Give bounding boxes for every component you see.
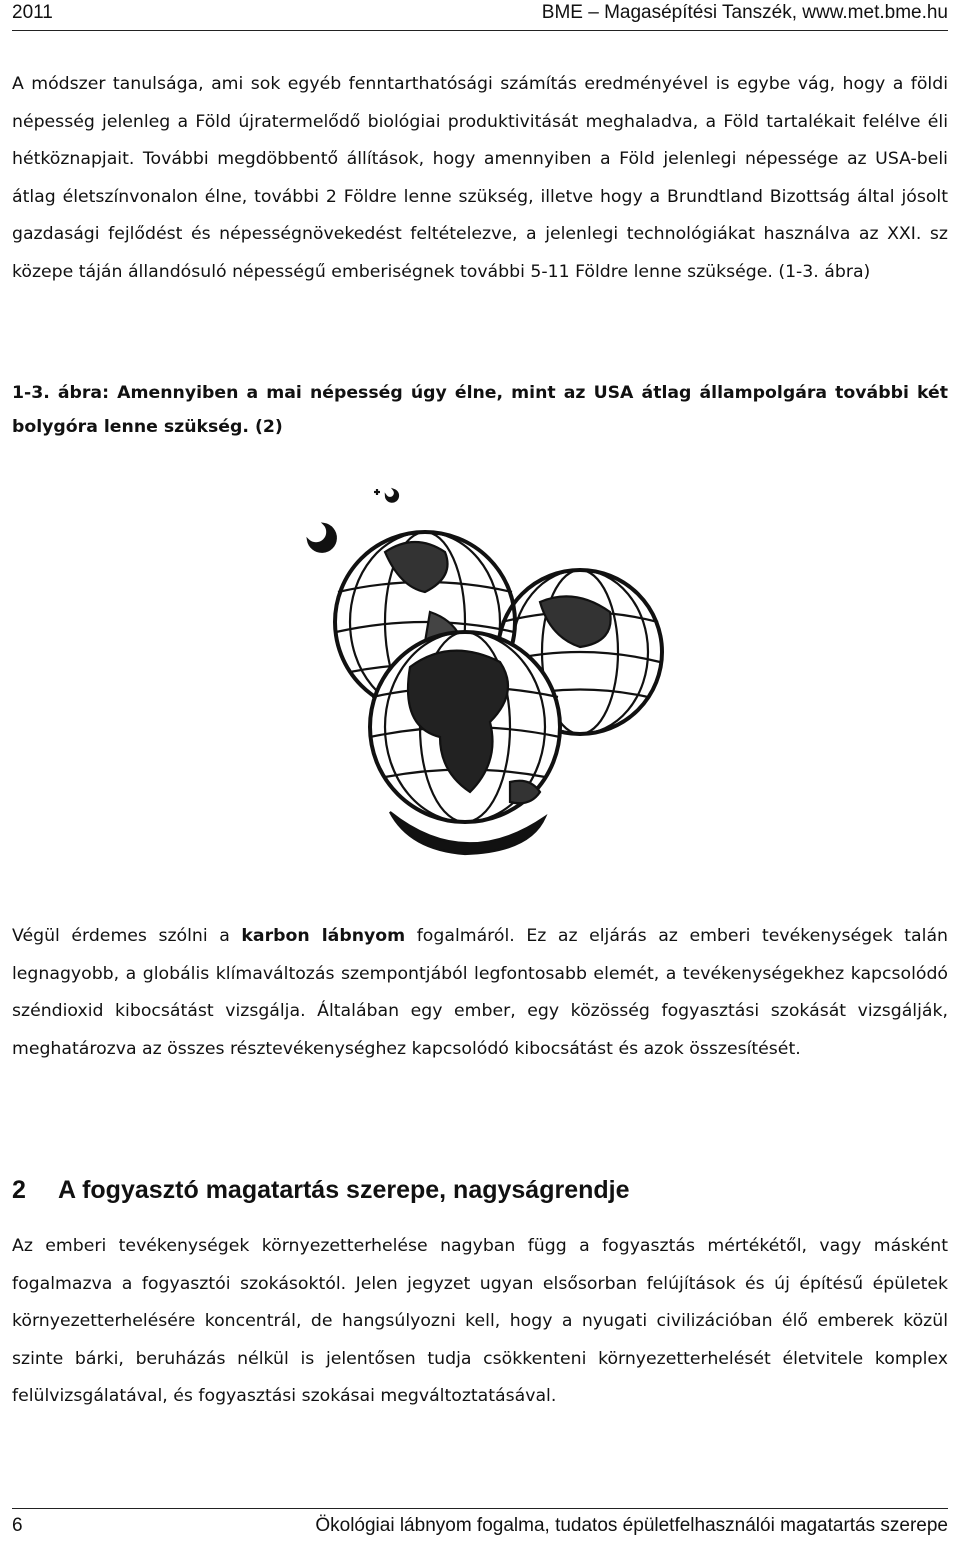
carbon-footprint-term: karbon lábnyom: [241, 926, 406, 946]
page-footer: [12, 1508, 948, 1543]
carbon-text-after: fogalmáról. Ez az eljárás az emberi tevékenységek talán legnagyobb, a globális klímaváltozás szempontjából legfontosabb elemét, a tevékenységekhez kapcsolódó széndioxid kibocsátást vizsgálja. Általában egy ember, egy közösség fogyasztási szokását vizsgálják, meghatározva az összes résztevékenységhez kapcsolódó kibocsátást és azok összesítését.: [12, 926, 948, 1059]
header-organization: BME – Magasépítési Tanszék, www.met.bme.hu: [541, 2, 948, 23]
header-year: 2011: [12, 2, 53, 23]
footer-title: Ökológiai lábnyom fogalma, tudatos épületfelhasználói magatartás szerepe: [315, 1515, 948, 1536]
globes-drawing: [290, 482, 700, 892]
section-title: A fogyasztó magatartás szerepe, nagyságrendje: [58, 1176, 630, 1204]
paragraph-consumer-behavior: Az emberi tevékenységek környezetterhelése nagyban függ a fogyasztás mértékétől, vagy másként fogalmazva a fogyasztói szokásoktól. Jelen jegyzet ugyan elsősorban felújítások és új építésű épületek környezetterhelésére koncentrál, de hangsúlyozni kell, hogy a nyugati civilizációban élő emberek közül szinte bárki, beruházás nélkül is jelentősen tudja csökkenteni környezetterhelését életvitele komplex felülvizsgálatával, és fogyasztási szokásai megváltoztatásával.: [12, 1236, 948, 1406]
section-heading: [12, 1176, 630, 1205]
page-number: 6: [12, 1515, 23, 1536]
section-number: 2: [12, 1176, 26, 1204]
paragraph-carbon-footprint: [12, 918, 948, 1068]
page-header: [12, 0, 948, 31]
paragraph-footprint-lesson: A módszer tanulsága, ami sok egyéb fenntarthatósági számítás eredményével is egybe vág, hogy a földi népesség jelenleg a Föld újratermelődő biológiai produktivitását meghaladva, a Föld tartalékait felélve éli hétköznapjait. További megdöbbentő állítások, hogy amennyiben a Föld jelenlegi népessége az USA-beli átlag életszínvonalon élne, további 2 Földre lenne szükség, illetve hogy a Brundtland Bizottság által jósolt gazdasági fejlődést és népességnövekedést feltételezve, a jelenlegi technológiákat használva az XXI. sz közepe táján állandósuló népességű emberiségnek további 5-11 Földre lenne szüksége. (1-3. ábra): [12, 74, 948, 282]
figure-caption: 1-3. ábra: Amennyiben a mai népesség úgy élne, mint az USA átlag állampolgára további két bolygóra lenne szükség. (2): [12, 383, 948, 437]
three-globes-illustration: [290, 482, 700, 892]
carbon-text-before: Végül érdemes szólni a: [12, 926, 242, 946]
